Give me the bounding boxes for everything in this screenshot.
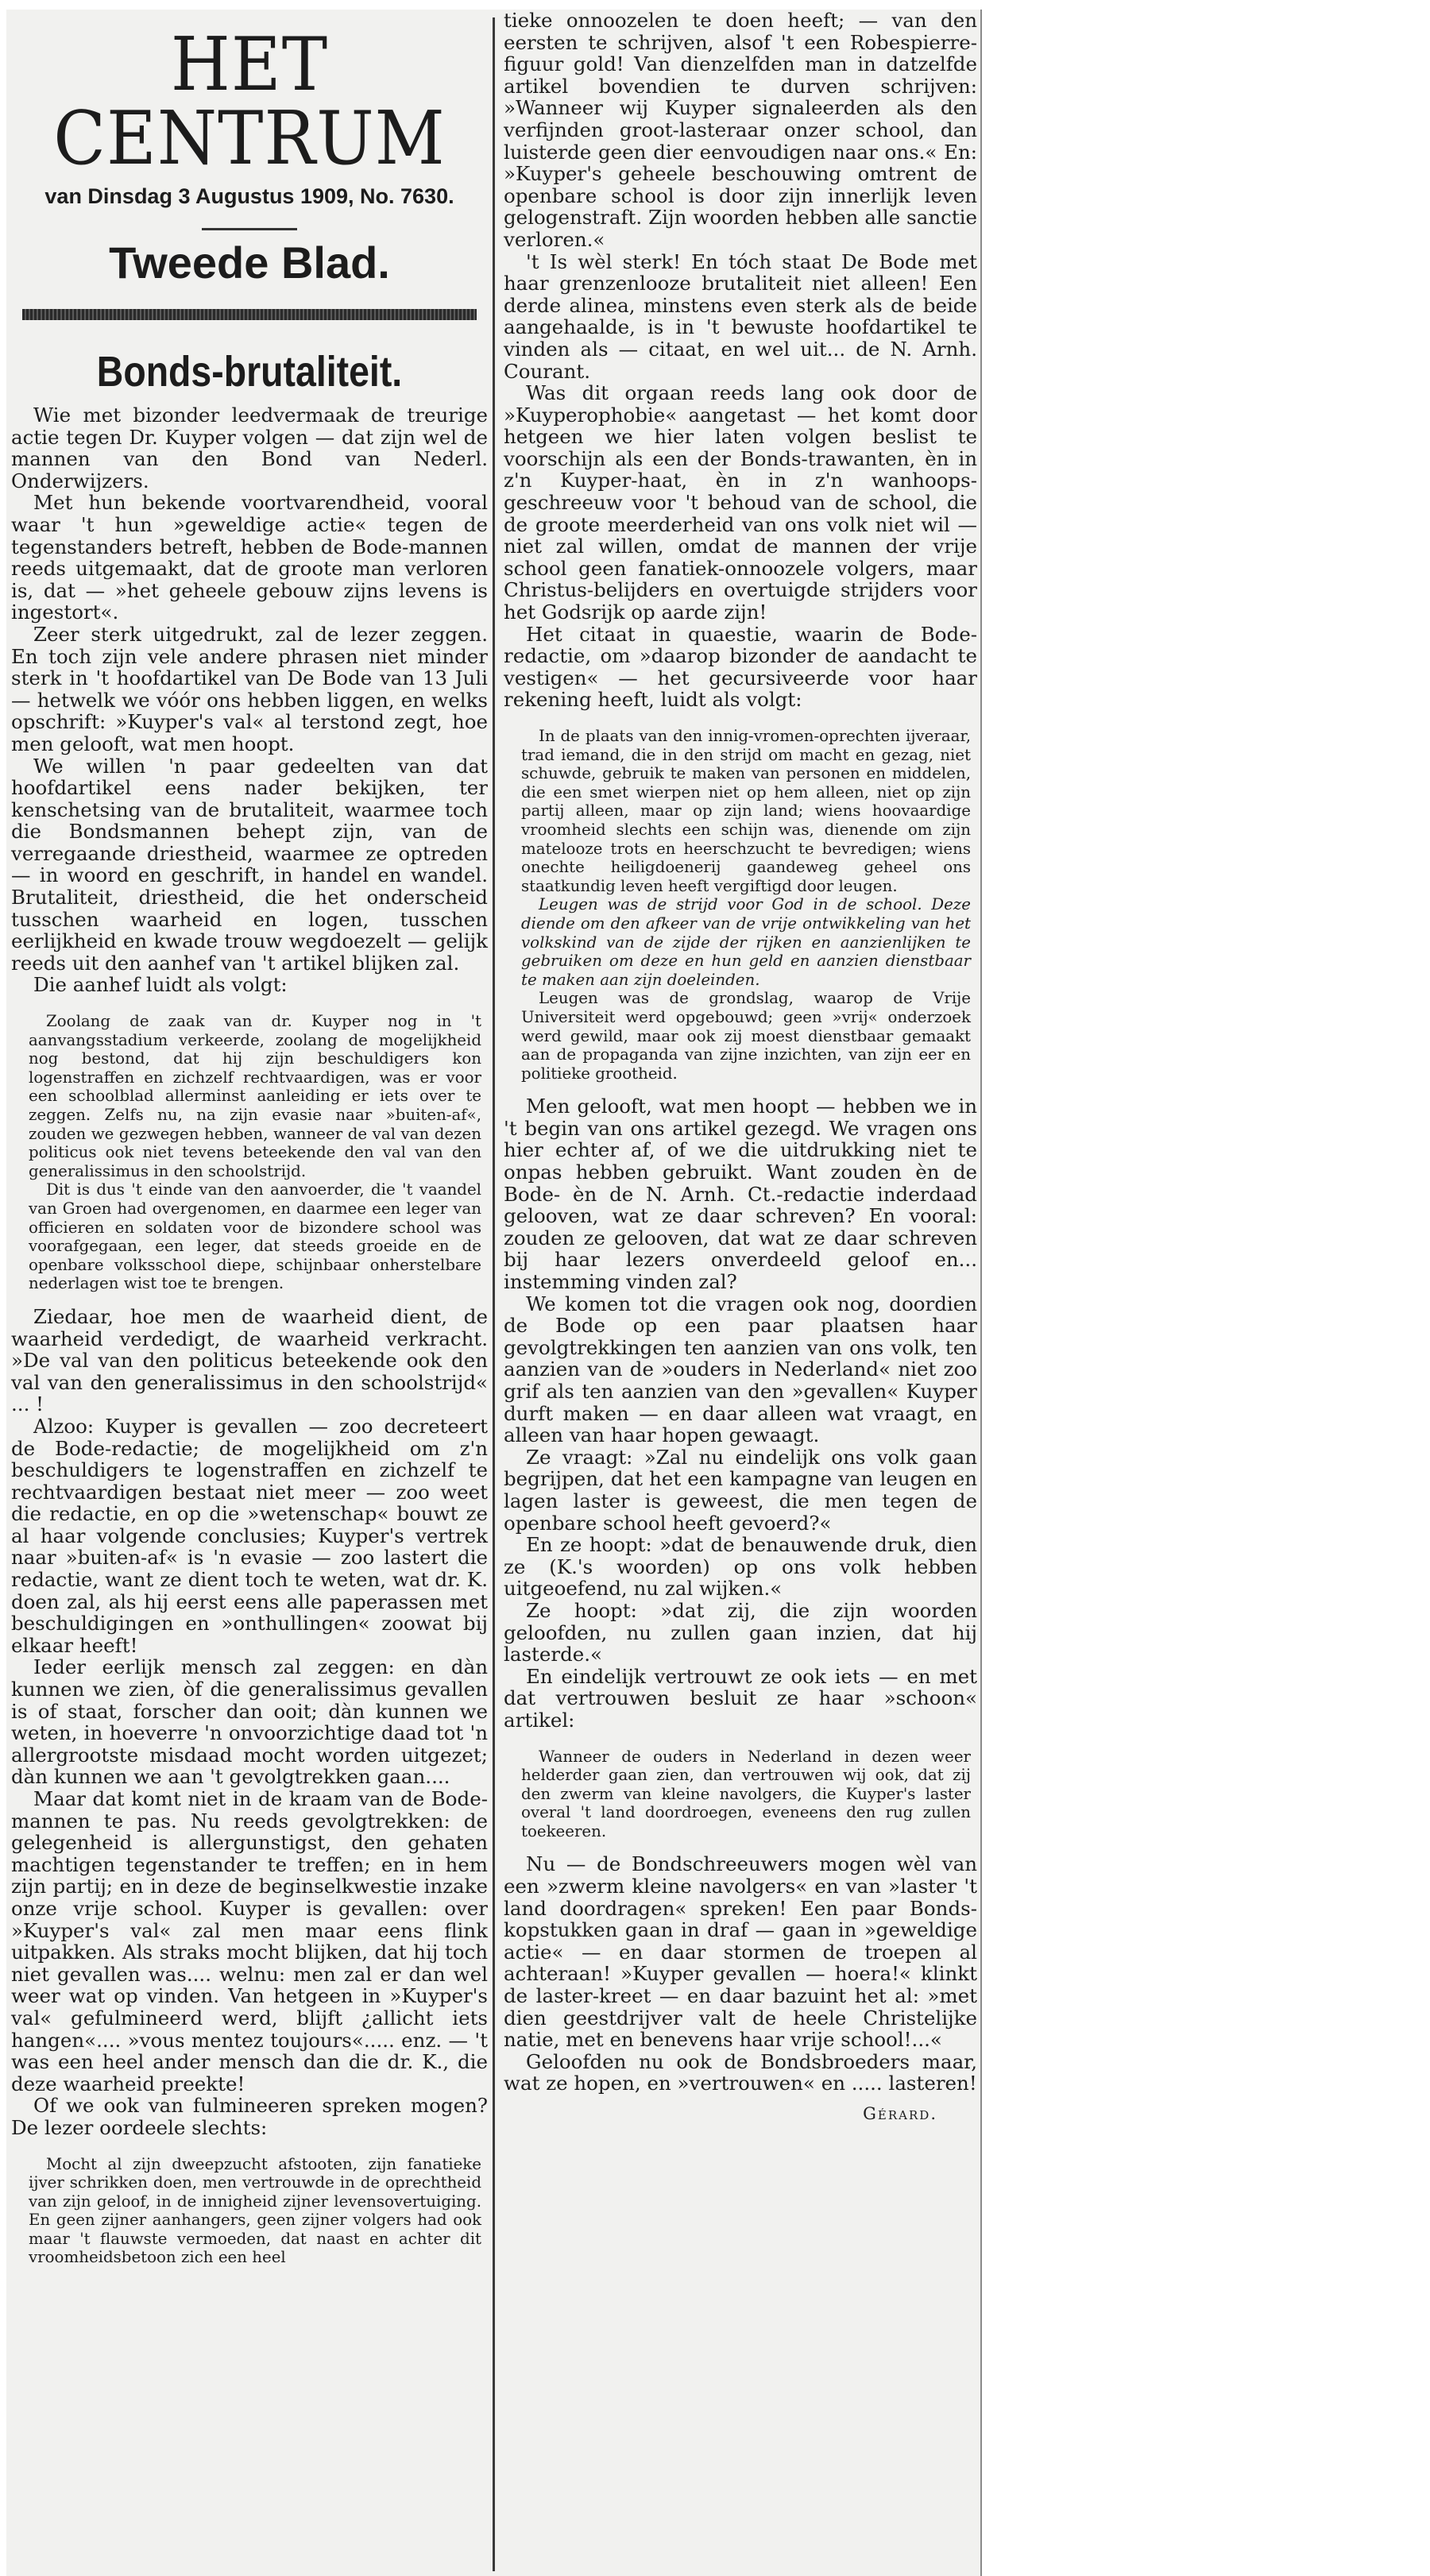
newspaper-clipping [6,10,982,2576]
paragraph: Zeer sterk uitgedrukt, zal de lezer zeggen. En toch zijn vele andere phrasen niet minder sterk in 't hoofdartikel van De Bode van 13 Juli — hetwelk we vóór ons hebben liggen, en welks opschrift: »Kuyper's val« al terstond zegt, hoe men gelooft, wat men hoopt. [11,622,488,755]
paragraph: Was dit orgaan reeds lang ook door de »Kuyperophobie« aangetast — het komt door hetgeen we hier laten volgen beslist te voorschijn als een der Bonds-trawanten, èn in z'n Kuyper-haat, èn in z'n wanhoops-geschreeuw voor 't behoud van de school, die de groote meerderheid van ons volk niet wil — niet zal willen, omdat de mannen der vrije school geen fanatiek-onnoozele volgers, maar Christus-belijders en overtuigde strijders voor het Godsrijk op aarde zijn! [504,381,977,624]
paragraph: Ze vraagt: »Zal nu eindelijk ons volk gaan begrijpen, dat het een kampagne van leugen en lagen laster is geweest, die men tegen de openbare school heeft gevoerd?« [504,1445,977,1535]
quoted-passage: Wanneer de ouders in Nederland in dezen weer helderder gaan zien, dan vertrouwen wij ook, dat zij den zwerm van kleine navolgers, die Kuyper's laster overal 't land doordroegen, eveneens den rug zullen toekeeren. [521,1747,971,1840]
paragraph: Of we ook van fulmineeren spreken mogen? De lezer oordeele slechts: [11,2094,488,2139]
masthead: HET CENTRUM [53,21,446,182]
paragraph: Het citaat in quaestie, waarin de Bode-redactie, om »daarop bizonder de aandacht te vestigen« — het gecursiveerde voor haar rekening heeft, luidt als volgt: [504,622,977,712]
quoted-passage: Dit is dus 't einde van den aanvoerder, die 't vaandel van Groen had overgenomen, en daarmee een leger van officieren en soldaten voor de bizondere school was voorafgegaan, een leger, dat steeds groeide en de openbare volksschool diepe, schijnbaar onherstelbare nederlagen wist toe te brengen. [29,1180,481,1293]
paragraph: Geloofden nu ook de Bondsbroeders maar, wat ze hopen, en »vertrouwen« en ..... lasteren! [504,2049,977,2095]
paragraph: Wie met bizonder leedvermaak de treurige actie tegen Dr. Kuyper volgen — dat zijn wel de mannen van den Bond van Nederl. Onderwijzers. [11,404,488,492]
paragraph: 't Is wèl sterk! En tóch staat De Bode met haar grenzenlooze brutaliteit niet alleen! Een derde alinea, minstens even sterk als de beide aangehaalde, is in 't bewuste hoofdartikel te vinden als — citaat, en wel uit... de N. Arnh. Courant. [504,249,977,383]
paragraph: En eindelijk vertrouwt ze ook iets — en met dat vertrouwen besluit ze haar »schoon« artikel: [504,1664,977,1732]
paragraph: Ziedaar, hoe men de waarheid dient, de waarheid verdedigt, de waarheid verkracht. »De val van den politicus beteekende ook den val van den generalissimus in den schoolstrijd« ... ! [11,1304,488,1416]
quoted-passage: Leugen was de grondslag, waarop de Vrije Universiteit werd opgebouwd; geen »vrij« onderzoek werd gewild, maar ook zij moest dienstbaar gemaakt aan de propaganda van zijne inzichten, van zijn eer en politieke grootheid. [521,989,971,1083]
column-divider [493,17,495,2571]
paragraph: Men gelooft, wat men hoopt — hebben we in 't begin van ons artikel gezegd. We vragen ons hier echter af, of we die uitdrukking niet te onpas hebben gebruikt. Want zouden èn de Bode- èn de N. Arnh. Ct.-redactie inderdaad gelooven, wat ze daar schreven? En vooral: zouden ze gelooven, dat wat ze daar schreven bij haar lezers onverdeeld geloof en... instemming vinden zal? [504,1095,977,1294]
paragraph: We willen 'n paar gedeelten van dat hoofdartikel eens nader bekijken, ter kenschetsing van de brutaliteit, waarmee toch die Bondsmannen behept zijn, van de verregaande driestheid, waarmee ze optreden — in woord en geschrift, in handel en wandel. Brutaliteit, driestheid, die het onderscheid tusschen waarheid en logen, tusschen eerlijkheid en kwade trouw wegdoezelt — gelijk reeds uit den aanhef van 't artikel blijken zal. [11,754,488,975]
short-rule [202,228,297,230]
column-right [504,10,977,2123]
paragraph: Nu — de Bondschreeuwers mogen wèl van een »zwerm kleine navolgers« en van »laster 't land doordragen« spreken! Een paar Bonds-kopstukken gaan in draf — gaan in »geweldige actie« — en daar stormen de troepen al achteraan! »Kuyper gevallen — hoera!« klinkt de laster-kreet — en daar bazuint het al: »met dien geestdrijver valt de heele Christelijke natie, met en benevens haar vrije school!...« [504,1852,977,2052]
quoted-passage: Mocht al zijn dweepzucht afstooten, zijn fanatieke ijver schrikken doen, men vertrouwde in de oprechtheid van zijn geloof, in de innigheid zijner levensovertuiging. En geen zijner aanhangers, geen zijner volgers had ook maar 't flauwste vermoeden, dat naast en achter dit vroomheidsbetoon zich een heel [29,2154,481,2267]
paragraph: Alzoo: Kuyper is gevallen — zoo decreteert de Bode-redactie; de mogelijkheid om z'n beschuldigers te logenstraffen en zichzelf te rechtvaardigen bestaat niet meer — zoo weet die redactie, en op die »wetenschap« bouwt ze al haar volgende conclusies; Kuyper's vertrek naar »buiten-af« is 'n evasie — zoo lastert die redactie, want ze dient toch te weten, wat dr. K. doen zal, als hij eerst eens alle paperassen met beschuldigingen en »onthullingen« zoowat bij elkaar heeft! [11,1414,488,1657]
quoted-passage: Zoolang de zaak van dr. Kuyper nog in 't aanvangsstadium verkeerde, zoolang de mogelijkheid nog bestond, dat hij zijn beschuldigers kon logenstraffen en zichzelf rechtvaardigen, was er voor een schoolblad allerminst aanleiding er iets over te zeggen. Zelfs nu, na zijn evasie naar »buiten-af«, zouden we gezwegen hebben, wanneer de val van dezen politicus ook niet tevens beteekende den val van den generalissimus in den schoolstrijd. [29,1012,481,1180]
thick-rule [22,309,477,320]
quoted-passage-italic: Leugen was de strijd voor God in de school. Deze diende om den afkeer van de vrije ontwikkeling van het volkskind van de zijde der rijken en aanzienlijken te gebruiken om deze en hun geld en aanzien dienstbaar te maken aan zijn doeleinden. [521,895,971,989]
section-title: Tweede Blad. [109,238,390,288]
author-signature: Gérard. [863,2104,937,2123]
article-headline: Bonds-brutaliteit. [96,348,403,396]
paragraph: En ze hoopt: »dat de benauwende druk, dien ze (K.'s woorden) op ons volk hebben uitgeoefend, nu zal wijken.« [504,1533,977,1601]
column-left [11,10,488,2267]
paragraph: tieke onnoozelen te doen heeft; — van den eersten te schrijven, alsof 't een Robespierre-figuur gold! Van dienzelfden man in datzelfde artikel bovendien te durven schrijven: »Wanneer wij Kuyper signaleerden als den verfijnden groot-lasteraar onzer school, dan luisterde geen dier eenvoudigen naar ons.« En: »Kuyper's geheele beschouwing omtrent de openbare school is door zijn innerlijk leven gelogenstraft. Zijn woorden hebben alle sanctie verloren.« [504,9,977,251]
quoted-passage: In de plaats van den innig-vromen-oprechten ijveraar, trad iemand, die in den strijd om macht en gezag, niet schuwde, gebruik te maken van personen en middelen, die een smet wierpen niet op hem alleen, niet op zijn partij alleen, maar op zijn land; wiens hoovaardige vroomheid slechts een schijn was, dienende om zijn matelooze trots en heerschzucht te bevredigen; wiens onechte heiligdoenerij gaandeweg geheel ons staatkundig leven heeft vergiftigd door leugen. [521,727,971,895]
paragraph: Maar dat komt niet in de kraam van de Bode-mannen te pas. Nu reeds gevolgtrekken: de gelegenheid is allergunstigst, den gehaten machtigen tegenstander te treffen; en in hem zijn partij; en in deze de beginselkwestie inzake onze vrije school. Kuyper is gevallen: over »Kuyper's val« zal men maar eens flink uitpakken. Als straks mocht blijken, dat hij toch niet gevallen was.... welnu: men zal er dan wel weer wat op vinden. Van hetgeen in »Kuyper's val« gefulmineerd werd, blijft ¿allicht iets hangen«.... »vous mentez toujours«..... enz. — 't was een heel ander mensch dan die dr. K., die deze waarheid preekte! [11,1787,488,2095]
paragraph: Ieder eerlijk mensch zal zeggen: en dàn kunnen we zien, òf die generalissimus gevallen is of staat, forscher dan ooit; dàn kunnen we weten, in hoeverre 'n onvoorzichtige daad tot 'n allergrootste misdaad mocht worden uitgezet; dàn kunnen we aan 't gevolgtrekken gaan.... [11,1655,488,1789]
paragraph: Ze hoopt: »dat zij, die zijn woorden geloofden, nu zullen gaan inzien, dat hij lasterde.« [504,1598,977,1666]
dateline: van Dinsdag 3 Augustus 1909, No. 7630. [44,184,454,208]
paragraph: Met hun bekende voortvarendheid, vooral waar 't hun »geweldige actie« tegen de tegenstanders betreft, hebben de Bode-mannen reeds uitgemaakt, dat de groote man verloren is, dat — »het geheele gebouw zijns levens is ingestort«. [11,491,488,624]
clipping-edge [980,10,982,2576]
paragraph: We komen tot die vragen ook nog, doordien de Bode op een paar plaatsen haar gevolgtrekkingen ten aanzien van ons volk, ten aanzien van de »ouders in Nederland« niet zoo grif als ten aanzien van den »gevallen« Kuyper durft maken — en daar alleen wat vraagt, en alleen van haar hopen gewaagt. [504,1292,977,1447]
paragraph: Die aanhef luidt als volgt: [33,973,288,997]
